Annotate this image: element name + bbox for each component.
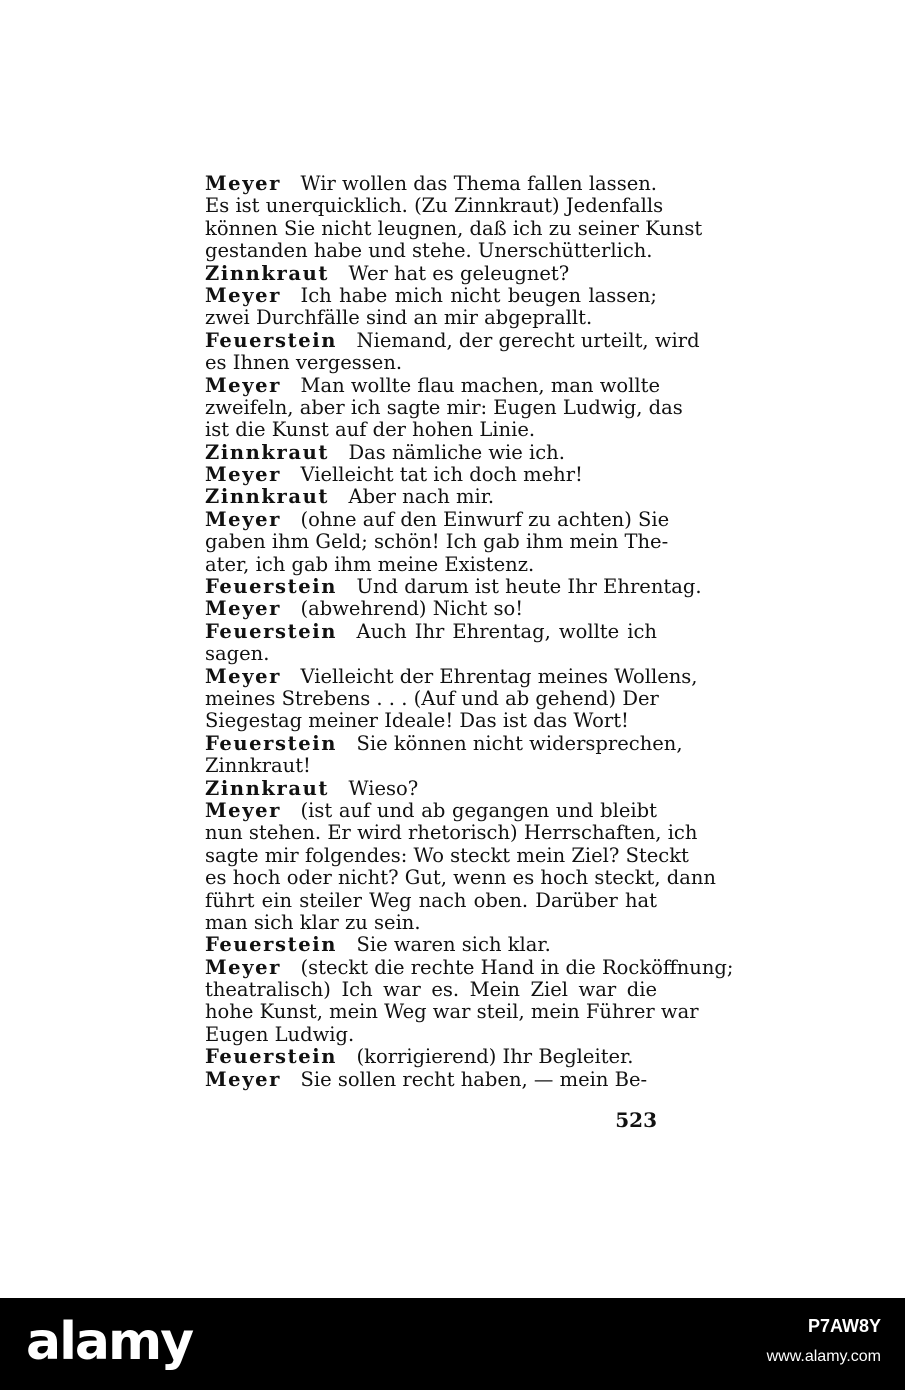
line-text: ater, ich gab ihm meine Existenz.: [205, 552, 535, 576]
speaker-name: Zinnkraut: [205, 485, 330, 509]
speech-line: [205, 464, 657, 486]
line-text: gestanden habe und stehe. Unerschütterlich.: [205, 239, 653, 263]
text-line: [205, 643, 657, 665]
speaker-name: Feuerstein: [205, 933, 338, 957]
speaker-name: Meyer: [205, 597, 282, 621]
speech-line: [205, 373, 660, 397]
text-line: [205, 216, 703, 240]
speech-line: [205, 263, 657, 285]
line-text: es hoch oder nicht? Gut, wenn es hoch steckt, dann: [205, 866, 716, 890]
speaker-name: Zinnkraut: [205, 440, 330, 464]
line-text: es Ihnen vergessen.: [205, 351, 403, 375]
speech-line: [205, 507, 670, 531]
speech-line: [205, 731, 683, 755]
speaker-name: Meyer: [205, 172, 282, 195]
text-line: [205, 843, 689, 867]
speech-line: [205, 328, 700, 352]
text-line: [205, 821, 698, 845]
text-line: [205, 1000, 699, 1024]
text-line: [205, 979, 657, 1001]
text-line: [205, 240, 657, 262]
speaker-name: Meyer: [205, 463, 282, 487]
speaker-name: Meyer: [205, 664, 282, 688]
line-text: Ich habe mich nicht beugen lassen;: [300, 283, 657, 307]
speech-line: [205, 1069, 657, 1091]
line-text: theatralisch) Ich war es. Mein Ziel war die: [205, 978, 657, 1002]
speech-line: [205, 621, 657, 643]
image-id: P7AW8Y: [807, 1316, 881, 1336]
line-text: (ohne auf den Einwurf zu achten) Sie: [300, 507, 670, 531]
line-text: hohe Kunst, mein Weg war steil, mein Führer war: [205, 1000, 699, 1024]
speech-line: [205, 1046, 657, 1068]
line-text: zwei Durchfälle sind an mir abgeprallt.: [205, 306, 593, 330]
speaker-name: Feuerstein: [205, 619, 338, 643]
line-text: Sie können nicht widersprechen,: [356, 731, 683, 755]
text-line: [205, 912, 657, 934]
line-text: Wir wollen das Thema fallen lassen.: [300, 172, 657, 195]
speaker-name: Feuerstein: [205, 328, 338, 352]
speech-line: [205, 955, 734, 979]
text-line: [205, 688, 657, 710]
text-line: [205, 352, 657, 374]
speaker-name: Meyer: [205, 955, 282, 979]
line-text: nun stehen. Er wird rhetorisch) Herrschaften, ich: [205, 821, 698, 845]
line-text: (korrigierend) Ihr Begleiter.: [356, 1045, 634, 1069]
line-text: (ist auf und ab gegangen und bleibt: [300, 798, 657, 822]
text-line: [205, 554, 657, 576]
watermark-banner: [0, 1298, 905, 1390]
page-text: [205, 172, 734, 1091]
line-text: Eugen Ludwig.: [205, 1022, 355, 1046]
speaker-name: Feuerstein: [205, 575, 338, 599]
text-line: [205, 1024, 657, 1046]
speech-line: [205, 934, 657, 956]
site-url: www.alamy.com: [766, 1348, 881, 1365]
line-text: (abwehrend) Nicht so!: [300, 597, 524, 621]
speech-line: [205, 173, 657, 195]
speech-line: [205, 598, 657, 620]
speaker-name: Meyer: [205, 1067, 282, 1091]
line-text: gaben ihm Geld; schön! Ich gab ihm mein The-: [205, 530, 669, 554]
text-line: [205, 530, 669, 554]
line-text: Vielleicht tat ich doch mehr!: [300, 463, 583, 487]
speech-line: [205, 800, 657, 822]
line-text: Und darum ist heute Ihr Ehrentag.: [356, 575, 702, 599]
line-text: Vielleicht der Ehrentag meines Wollens,: [300, 664, 698, 688]
line-text: führt ein steiler Weg nach oben. Darüber hat: [205, 888, 657, 912]
line-text: Aber nach mir.: [348, 485, 495, 509]
line-text: man sich klar zu sein.: [205, 910, 421, 934]
line-text: Sie sollen recht haben, — mein Be-: [300, 1067, 648, 1091]
line-text: Es ist unerquicklich. (Zu Zinnkraut) Jedenfalls: [205, 194, 664, 218]
line-text: Auch Ihr Ehrentag, wollte ich: [356, 619, 657, 643]
line-text: sagen.: [205, 642, 270, 666]
speech-line: [205, 575, 702, 599]
speech-line: [205, 285, 657, 307]
text-line: [205, 194, 664, 218]
speaker-name: Meyer: [205, 283, 282, 307]
line-text: Man wollte flau machen, man wollte: [300, 373, 660, 397]
text-line: [205, 866, 716, 890]
line-text: können Sie nicht leugnen, daß ich zu seiner Kunst: [205, 216, 703, 240]
text-line: [205, 395, 683, 419]
speech-line: [205, 664, 698, 688]
line-text: Sie waren sich klar.: [356, 933, 551, 957]
text-line: [205, 419, 657, 441]
text-line: [205, 890, 657, 912]
brand-logo: alamy: [26, 1312, 193, 1372]
text-line: [205, 710, 657, 732]
line-text: sagte mir folgendes: Wo steckt mein Ziel? Steckt: [205, 843, 689, 867]
page-number: 523: [615, 1108, 657, 1132]
line-text: Zinnkraut!: [205, 754, 311, 778]
speaker-name: Meyer: [205, 507, 282, 531]
speaker-name: Zinnkraut: [205, 261, 330, 285]
speech-line: [205, 778, 657, 800]
speaker-name: Feuerstein: [205, 1045, 338, 1069]
line-text: Niemand, der gerecht urteilt, wird: [356, 328, 700, 352]
speaker-name: Meyer: [205, 373, 282, 397]
line-text: (steckt die rechte Hand in die Rocköffnung;: [300, 955, 734, 979]
speech-line: [205, 486, 657, 508]
text-line: [205, 755, 657, 777]
line-text: Wer hat es geleugnet?: [348, 261, 570, 285]
text-line: [205, 307, 657, 329]
line-text: zweifeln, aber ich sagte mir: Eugen Ludwig, das: [205, 395, 683, 419]
line-text: Das nämliche wie ich.: [348, 440, 565, 464]
speaker-name: Meyer: [205, 798, 282, 822]
speaker-name: Zinnkraut: [205, 776, 330, 800]
line-text: Siegestag meiner Ideale! Das ist das Wort!: [205, 709, 629, 733]
line-text: meines Strebens . . . (Auf und ab gehend) Der: [205, 686, 659, 710]
line-text: ist die Kunst auf der hohen Linie.: [205, 418, 536, 442]
speaker-name: Feuerstein: [205, 731, 338, 755]
line-text: Wieso?: [348, 776, 419, 800]
speech-line: [205, 442, 657, 464]
